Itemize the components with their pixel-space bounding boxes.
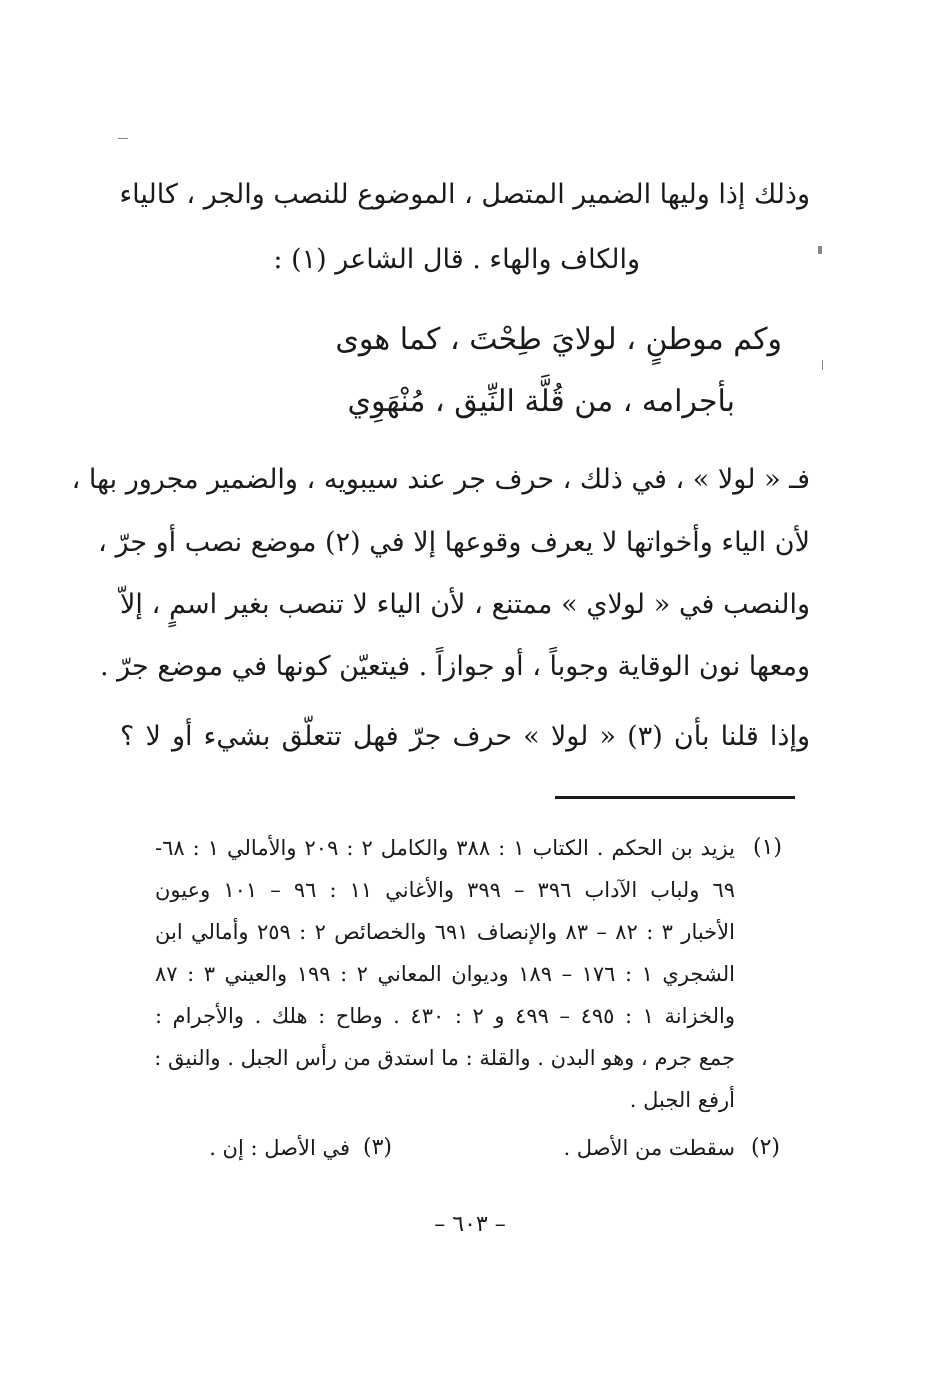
footnote-2-number: (٢) bbox=[750, 1135, 780, 1160]
body-line-3: فـ « لولا » ، في ذلك ، حرف جر عند سيبويه ، والضمير مجرور بها ، bbox=[71, 464, 810, 495]
footnote-1-line-1: يزيد بن الحكم . الكتاب ١ : ٣٨٨ والكامل ٢ : ٢٠٩ والأمالي ١ : ٦٨- bbox=[155, 836, 735, 860]
footnote-1-line-3: الأخبار ٣ : ٨٢ – ٨٣ والإنصاف ٦٩١ والخصائص ٢ : ٢٥٩ وأمالي ابن bbox=[155, 920, 735, 944]
margin-mark-right bbox=[818, 246, 822, 254]
verse-hemistich-1: وكم موطنٍ ، لولايَ طِحْتَ ، كما هوى bbox=[335, 322, 782, 357]
footnote-1-line-6: جمع جرم ، وهو البدن . والقلة : ما استدق من رأس الجبل . والنيق : bbox=[154, 1046, 735, 1070]
page-number: – ٦٠٣ – bbox=[434, 1212, 506, 1237]
body-line-6: ومعها نون الوقاية وجوباً ، أو جوازاً . فيتعيّن كونها في موضع جرّ . bbox=[99, 651, 810, 682]
footnote-1-line-2: ٦٩ ولباب الآداب ٣٩٦ – ٣٩٩ والأغاني ١١ : ٩٦ – ١٠١ وعيون bbox=[155, 878, 735, 902]
footnote-1-line-4: الشجري ١ : ١٧٦ – ١٨٩ وديوان المعاني ٢ : ١٩٩ والعيني ٣ : ٨٧ bbox=[155, 962, 735, 986]
body-line-7: وإذا قلنا بأن (٣) « لولا » حرف جرّ فهل تتعلّق بشيء أو لا ؟ bbox=[120, 721, 810, 752]
footnote-2-text: سقطت من الأصل . bbox=[563, 1136, 735, 1160]
margin-mark-right-2 bbox=[822, 360, 823, 370]
footnote-3-text: في الأصل : إن . bbox=[209, 1136, 350, 1160]
footnote-1-line-7: أرفع الجبل . bbox=[629, 1088, 735, 1112]
body-line-4: لأن الياء وأخواتها لا يعرف وقوعها إلا في (٢) موضع نصب أو جرّ ، bbox=[98, 527, 810, 558]
margin-mark-top bbox=[118, 138, 128, 139]
footnote-divider bbox=[555, 796, 795, 799]
footnote-1-number: (١) bbox=[752, 835, 782, 860]
footnote-3-number: (٣) bbox=[362, 1135, 392, 1160]
body-line-1: وذلك إذا وليها الضمير المتصل ، الموضوع للنصب والجر ، كالياء bbox=[119, 179, 810, 210]
verse-hemistich-2: بأجرامه ، من قُلَّة النِّيق ، مُنْهَوِي bbox=[347, 384, 735, 419]
body-line-5: والنصب في « لولاي » ممتنع ، لأن الياء لا تنصب بغير اسمٍ ، إلاّ bbox=[120, 589, 810, 620]
body-line-2: والكاف والهاء . قال الشاعر (١) : bbox=[273, 244, 640, 275]
footnote-1-line-5: والخزانة ١ : ٤٩٥ – ٤٩٩ و ٢ : ٤٣٠ . وطاح : هلك . والأجرام : bbox=[155, 1004, 735, 1028]
